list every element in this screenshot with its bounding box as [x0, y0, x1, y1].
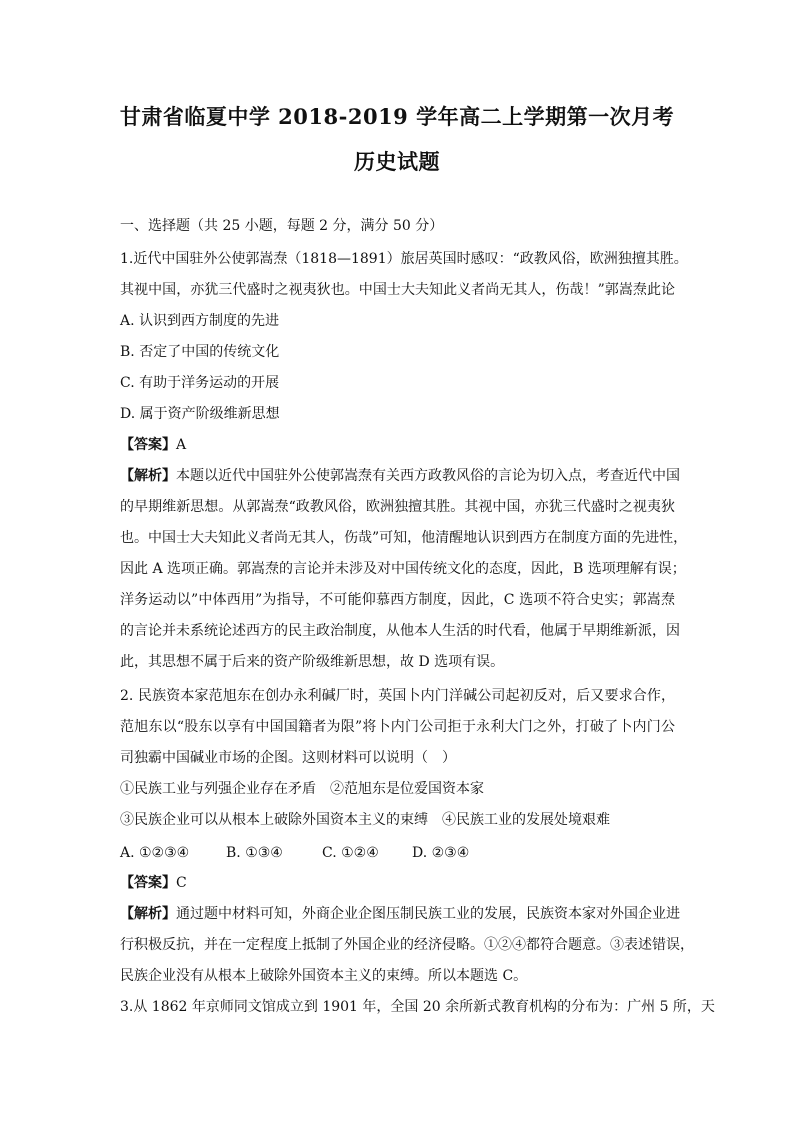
q2-option-c: C. ①②④: [322, 845, 379, 861]
q1-analysis-line-4: 因此 A 选项正确。郭嵩焘的言论并未涉及对中国传统文化的态度，因此，B 选项理解有误；: [120, 561, 686, 577]
q1-analysis-line-7: 此，其思想不属于后来的资产阶级维新思想，故 D 选项有误。: [120, 654, 505, 670]
q1-option-b: B. 否定了中国的传统文化: [120, 344, 280, 360]
q1-analysis-line-6: 的言论并未系统论述西方的民主政治制度，从他本人生活的时代看，他属于早期维新派，因: [120, 623, 680, 639]
q2-analysis-line-2: 行积极反抗，并在一定程度上抵制了外国企业的经济侵略。①②④都符合题意。③表述错误，: [120, 937, 694, 953]
q1-stem-line-1: 1.近代中国驻外公使郭嵩焘（1818—1891）旅居英国时感叹：“政教风俗，欧洲独擅其胜。: [120, 251, 688, 267]
document-title: 甘肃省临夏中学 2018-2019 学年高二上学期第一次月考: [119, 104, 675, 129]
q2-stem-line-2: 范旭东以“股东以享有中国国籍者为限”将卜内门公司拒于永利大门之外，打破了卜内门公: [120, 719, 675, 735]
q2-option-a: A. ①②③④: [120, 845, 190, 861]
section-heading: 一、选择题（共 25 小题，每题 2 分，满分 50 分）: [120, 218, 444, 234]
q1-option-a: A. 认识到西方制度的先进: [120, 313, 280, 329]
answer-value: C: [176, 875, 187, 891]
q1-analysis-line-3: 也。中国士大夫知此义者尚无其人，伤哉”可知，他清醒地认识到西方在制度方面的先进性，: [120, 530, 688, 546]
analysis-text: 通过题中材料可知，外商企业企图压制民族工业的发展，民族资本家对外国企业进: [176, 906, 680, 922]
q2-answer: [120, 873, 187, 893]
q1-analysis-line-5: 洋务运动以”中体西用”为指导，不可能仰慕西方制度，因此，C 选项不符合史实；郭嵩焘: [120, 592, 675, 608]
q2-option-b: B. ①③④: [226, 845, 283, 861]
q2-options: [120, 843, 469, 863]
q1-option-d: D. 属于资产阶级维新思想: [120, 406, 280, 422]
analysis-tag: 【解析】: [120, 906, 176, 922]
q2-analysis-line-1: [120, 904, 680, 924]
q2-stem-line-1: 2. 民族资本家范旭东在创办永利碱厂时，英国卜内门洋碱公司起初反对，后又要求合作，: [120, 688, 675, 704]
analysis-tag: 【解析】: [120, 468, 176, 484]
document-subtitle: 历史试题: [354, 149, 440, 174]
answer-tag: 【答案】: [120, 875, 176, 891]
q1-analysis-line-1: [120, 466, 680, 486]
q3-stem-line-1: 3.从 1862 年京师同文馆成立到 1901 年，全国 20 余所新式教育机构的分布为：广州 5 所，天: [120, 999, 715, 1015]
q1-analysis-line-2: 的早期维新思想。从郭嵩焘“政教风俗，欧洲独擅其胜。其视中国，亦犹三代盛时之视夷狄: [120, 499, 675, 515]
q1-stem-line-2: 其视中国，亦犹三代盛时之视夷狄也。中国士大夫知此义者尚无其人，伤哉！”郭嵩焘此论: [120, 282, 675, 298]
q2-items-line-2: ③民族企业可以从根本上破除外国资本主义的束缚 ④民族工业的发展处境艰难: [120, 812, 610, 828]
analysis-text: 本题以近代中国驻外公使郭嵩焘有关西方政教风俗的言论为切入点，考查近代中国: [176, 468, 680, 484]
answer-value: A: [176, 437, 187, 453]
q1-answer: [120, 435, 186, 455]
q2-items-line-1: ①民族工业与列强企业存在矛盾 ②范旭东是位爱国资本家: [120, 781, 484, 797]
q2-analysis-line-3: 民族企业没有从根本上破除外国资本主义的束缚。所以本题选 C。: [120, 968, 528, 984]
answer-tag: 【答案】: [120, 437, 176, 453]
q1-option-c: C. 有助于洋务运动的开展: [120, 375, 280, 391]
q2-stem-line-3: 司独霸中国碱业市场的企图。这则材料可以说明（ ）: [120, 750, 456, 766]
q2-option-d: D. ②③④: [412, 845, 470, 861]
